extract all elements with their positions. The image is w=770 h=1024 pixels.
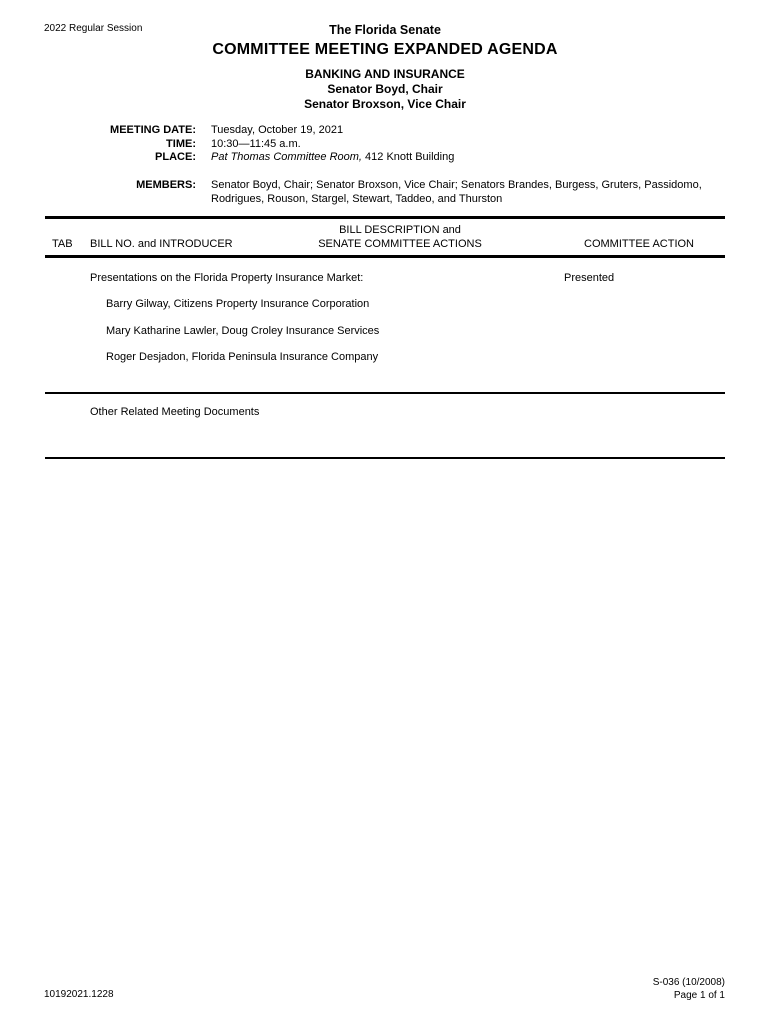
form-number: S-036 (10/2008) <box>652 977 725 988</box>
session-label: 2022 Regular Session <box>44 23 143 34</box>
committee-chair: Senator Boyd, Chair <box>327 82 443 96</box>
meeting-labels <box>110 124 196 165</box>
members-line-2: Rodrigues, Rouson, Stargel, Stewart, Taddeo, and Thurston <box>211 192 503 205</box>
meeting-room: Pat Thomas Committee Room, <box>211 151 362 163</box>
section-divider-bottom <box>45 457 725 459</box>
col-header-action: COMMITTEE ACTION <box>584 238 694 250</box>
col-header-tab: TAB <box>52 238 73 250</box>
col-header-bill: BILL NO. and INTRODUCER <box>90 238 233 250</box>
document-id: 10192021.1228 <box>44 989 114 1000</box>
committee-block <box>0 67 770 112</box>
meeting-date: Tuesday, October 19, 2021 <box>211 124 344 136</box>
meeting-values <box>211 124 454 165</box>
meeting-time-label: TIME: <box>166 137 196 150</box>
presentation-action: Presented <box>564 272 615 284</box>
other-documents-link[interactable]: Other Related Meeting Documents <box>90 406 260 418</box>
col-header-description <box>300 224 500 251</box>
presenter-item: Barry Gilway, Citizens Property Insurance Corporation <box>106 298 370 310</box>
committee-vice-chair: Senator Broxson, Vice Chair <box>304 97 466 111</box>
agenda-title: COMMITTEE MEETING EXPANDED AGENDA <box>212 41 558 58</box>
presentation-title: Presentations on the Florida Property Insurance Market: <box>90 272 364 284</box>
page-number: Page 1 of 1 <box>673 990 725 1001</box>
members-list <box>211 179 731 206</box>
table-header-top-rule <box>45 216 725 219</box>
meeting-building: 412 Knott Building <box>362 151 455 163</box>
meeting-time: 10:30—11:45 a.m. <box>211 137 301 150</box>
meeting-place-label: PLACE: <box>155 151 196 163</box>
members-line-1: Senator Boyd, Chair; Senator Broxson, Vice Chair; Senators Brandes, Burgess, Gruters, Passidomo, <box>211 179 702 191</box>
senate-title: The Florida Senate <box>329 23 441 37</box>
presenter-item: Mary Katharine Lawler, Doug Croley Insurance Services <box>106 325 380 337</box>
presenter-item: Roger Desjadon, Florida Peninsula Insurance Company <box>106 351 379 363</box>
meeting-date-label: MEETING DATE: <box>110 124 196 136</box>
section-divider <box>45 392 725 394</box>
col-header-description-line-2: SENATE COMMITTEE ACTIONS <box>318 237 482 250</box>
meeting-place <box>211 151 454 165</box>
col-header-description-line-1: BILL DESCRIPTION and <box>339 224 461 236</box>
committee-name: BANKING AND INSURANCE <box>305 67 465 81</box>
members-label: MEMBERS: <box>136 179 196 191</box>
table-header-bottom-rule <box>45 255 725 258</box>
footer-right <box>653 976 725 1002</box>
